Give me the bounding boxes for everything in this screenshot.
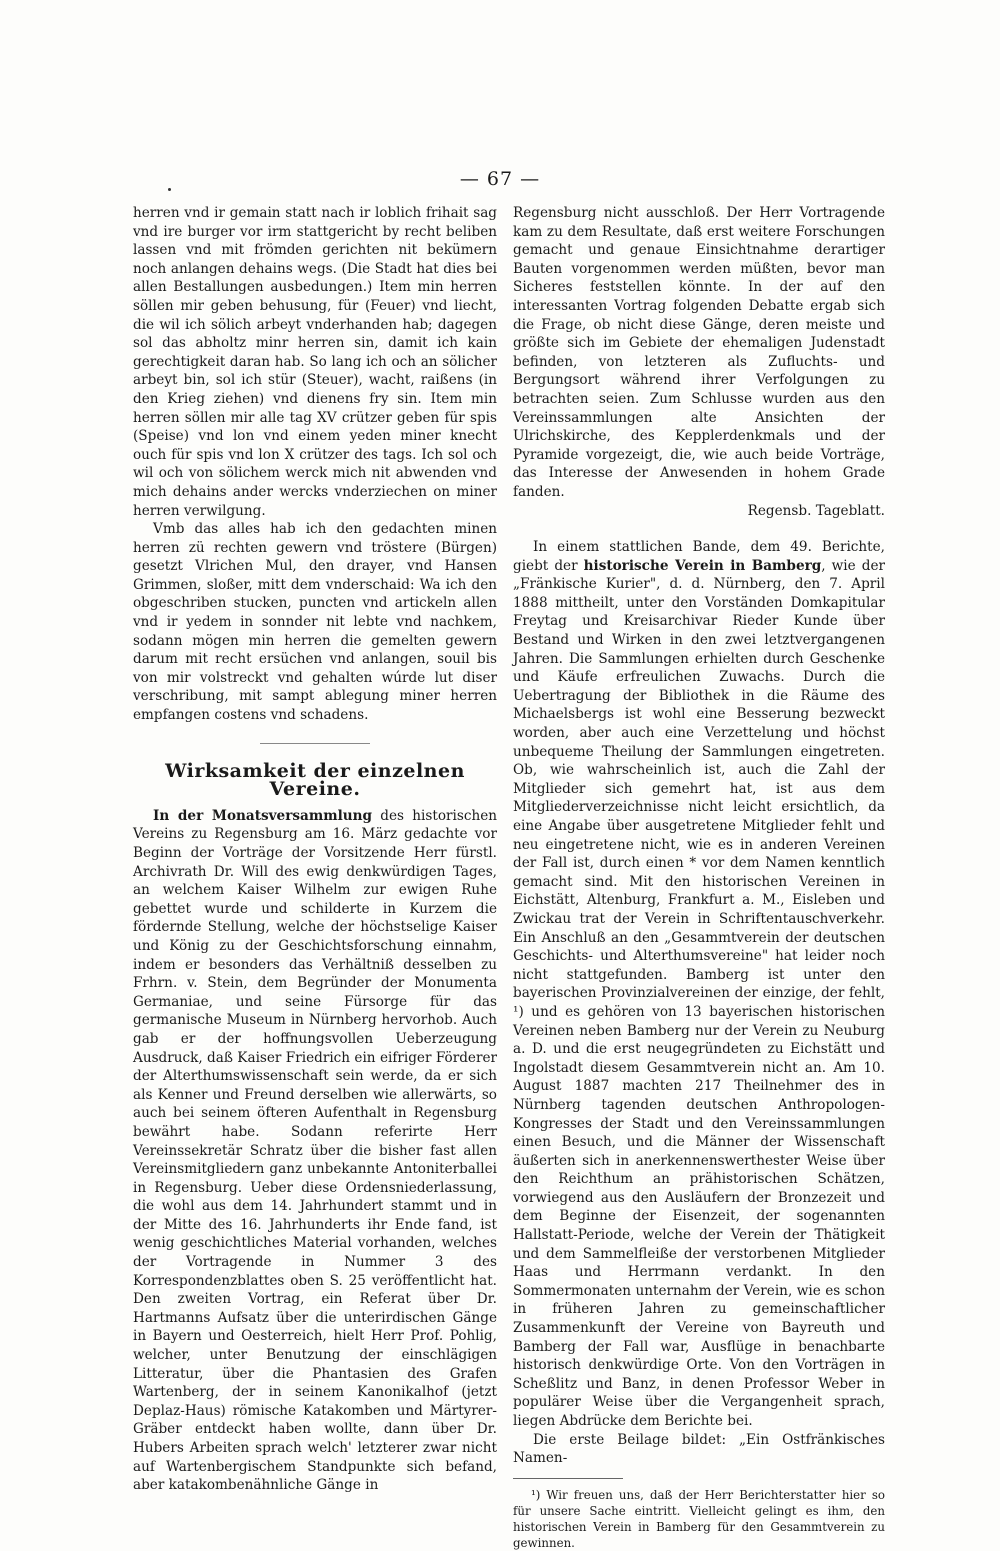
paragraph-text: des historischen Vereins zu Regensburg am 16. März gedachte vor Beginn der Vorträge der Vorsitzende Herr fürstl. Archivrath Dr. Will des ewig denkwürdigen Tages, an welchem Kaiser Wilhelm zur ewigen Ruhe gebettet wurde und schilderte in Kurzem die fördernde Stellung, welche der höchstselige Kaiser und König zu der Geschichtsforschung einnahm, indem er besonders das Verhältniß desselben zu Frhrn. v. Stein, dem Begründer der Monumenta Germaniae, und seine Fürsorge für das germanische Museum in Nürnberg hervorhob. Auch gab er der hoffnungsvollen Ueberzeugung Ausdruck, daß Kaiser Friedrich ein eifriger Förderer der Alterthumswissenschaft sein werde, da er sich als Kenner und Freund derselben wie allerwärts, so auch bei seinem öfteren Aufenthalt in Regensburg bewährt habe. Sodann referirte Herr Vereinssekretär Schratz über die bisher fast allen Vereinsmitgliedern ganz unbekannte Antoniterballei in Regensburg. Ueber diese Ordensniederlassung, die wohl aus dem 14. Jahrhundert stammt und in der Mitte des 16. Jahrhunderts ihr Ende fand, ist wenig geschichtliches Material vorhanden, welches der Vortragende in Nummer 3 des Korrespondenzblattes oben S. 25 veröffentlicht hat. Den zweiten Vortrag, ein Referat über Dr. Hartmanns Aufsatz über die unterirdischen Gänge in Bayern und Oesterreich, hielt Herr Prof. Pohlig, welcher, unter Benutzung der einschlägigen Litteratur, über die Phantasien des Grafen Wartenberg, der in seinem Kanonikalhof (jetzt Deplaz-Haus) römische Katakomben und Märtyrer-Gräber entdeckt haben wollte, dann über Dr. Hubers Arbeiten sprach welch' letzterer zwar nicht auf Wartenbergischem Standpunkte sich befand, aber katakombenähnliche Gänge in (133, 807, 497, 1494)
paragraph (513, 538, 885, 1431)
paragraph-text: In einem stattlichen Bande, dem 49. Berichte, giebt der (513, 539, 885, 574)
source-attribution: Regensb. Tageblatt. (747, 502, 885, 519)
footnote: ¹) Wir freuen uns, daß der Herr Berichterstatter hier so für unsere Sache eintritt. Vielleicht gelingt es ihm, den historischen Verein in Bamberg für den Gesammtverein zu gewinnen. (513, 1487, 885, 1550)
section-heading: Wirksamkeit der einzelnen Vereine. (165, 759, 465, 801)
paragraph: Die erste Beilage bildet: „Ein Ostfränkisches Namen- (513, 1431, 885, 1467)
spacer (513, 520, 885, 538)
right-column (513, 204, 885, 1551)
paragraph-text: , wie der „Fränkische Kurier", d. d. Nürnberg, den 7. April 1888 mittheilt, unter den Vorständen Domkapitular Freytag und Kreisarchivar Rieder Kunde über Bestand und Wirken in den zwei letztvergangenen Jahren. Die Sammlungen erhielten durch Geschenke und Käufe erfreulichen Zuwachs. Durch die Uebertragung der Bibliothek in die Räume des Michaelsbergs ist wohl eine Besserung bezweckt worden, aber auch eine Verzettelung und höchst unbequeme Theilung der Sammlungen eingetreten. Ob, wie wahrscheinlich ist, auch die Zahl der Mitglieder sich gemehrt hat, ist aus dem Mitgliederverzeichnisse nicht leicht ersichtlich, da eine Angabe über ausgetretene Mitglieder fehlt und neu eingetretene nicht, wie es in anderen Vereinen der Fall ist, durch einen * vor dem Namen kenntlich gemacht sind. Mit den historischen Vereinen in Eichstätt, Altenburg, Frankfurt a. M., Eisleben und Zwickau trat der Verein in Schriftentauschverkehr. Ein Anschluß an den „Gesammtverein der deutschen Geschichts- und Alterthumsvereine" hat leider noch nicht stattgefunden. Bamberg ist unter den bayerischen Provinzialvereinen der einzige, der fehlt, ¹) und es gehören von 13 bayerischen historischen Vereinen neben Bamberg nur der Verein zu Neuburg a. D. und die erst neugegründeten zu Eichstätt und Ingolstadt diesem Gesammtverein nicht an. Am 10. August 1887 machten 217 Theilnehmer des in Nürnberg tagenden deutschen Anthropologen-Kongresses der Stadt und den Vereinssammlungen einen Besuch, und die Männer der Wissenschaft äußerten sich in anerkennenswerthester Weise über den Reichthum an prähistorischen Schätzen, vorwiegend aus den Ausläufern der Bronzezeit und dem Beginne der Eisenzeit, der sogenannten Hallstatt-Periode, welche der Verein der Thätigkeit und dem Sammelfleiße der verstorbenen Mitglieder Haas und Herrmann verdankt. In den Sommermonaten unternahm der Verein, wie es schon in früheren Jahren zu gemeinschaftlicher Zusammenkunft der Vereine von Bayreuth und Bamberg der Fall war, Ausflüge in benachbarte historisch denkwürdige Orte. Von den Vorträgen in Scheßlitz und Banz, in denen Professor Weber in populärer Weise über die Vergangenheit sprach, liegen Abdrücke dem Berichte bei. (513, 557, 885, 1429)
ink-speck (168, 188, 171, 191)
page-number: — 67 — (459, 168, 541, 190)
left-column (133, 204, 497, 1495)
footnote-rule (513, 1478, 623, 1479)
paragraph: Regensburg nicht ausschloß. Der Herr Vortragende kam zu dem Resultate, daß erst weitere Forschungen gemacht und genaue Einsichtnahme derartiger Bauten vorgenommen werden müßten, bevor man Sicheres feststellen könnte. In der auf den interessanten Vortrag folgenden Debatte ergab sich die Frage, ob nicht diese Gänge, deren meiste und größte sich im Gebiete der ehemaligen Judenstadt befinden, von letzteren als Zufluchts- und Bergungsort während ihrer Verfolgungen zu betrachten seien. Zum Schlusse wurden aus den Vereinssammlungen alte Ansichten der Ulrichskirche, des Kepplerdenkmals und der Pyramide vorgezeigt, die, wie auch beide Vorträge, das Interesse der Anwesenden in hohem Grade fanden. (513, 205, 885, 500)
paragraph: herren vnd ir gemain statt nach ir loblich frihait sag vnd ire burger vor irm stattgericht by recht beliben lassen vnd mit frömden gerichten nit bekümern noch anlangen dehains wegs. (Die Stadt hat dies bei allen Bestallungen ausbedungen.) Item min herren söllen mir geben behusung, für (Feuer) vnd liecht, die wil ich sölich arbeyt vnderhanden hab; dagegen sol das abholtz minr herren sin, damit ich kain gerechtigkeit daran hab. So lang ich och an sölicher arbeyt bin, sol ich stür (Steuer), wacht, raißens (in den Krieg ziehen) vnd dienens fry sin. Item min herren söllen mir alle tag XV crützer geben für spis (Speise) vnd lon vnd einem yeden miner knecht ouch für spis vnd lon X crützer des tags. Ich sol och wil och von sölichem werck mich nit abwenden vnd mich dehains ander wercks vnderziechen on miner herren verwilgung. (133, 205, 497, 519)
bold-lead: In der Monatsversammlung (153, 807, 373, 824)
section-divider (260, 743, 370, 744)
bold-name: historische Verein in Bamberg (583, 557, 822, 574)
paragraph (133, 807, 497, 1495)
paragraph: Vmb das alles hab ich den gedachten minen herren zü rechten gewern vnd tröstere (Bürgen) gesetzt Vlrichen Mul, den drayer, vnd Hansen Grimmen, sloßer, mitt dem vnderschaid: Wa ich den obgeschriben stucken, puncten vnd artickeln allen vnd ir yedem in sonnder nit lebte vnd nachkem, sodann mögen min herren die gemelten gewern darum mit recht ersüchen vnd anlangen, souil bis von mir volstreckt vnd gehalten wúrde lut diser verschribung, mit sampt ablegung miner herren empfangen costens vnd schadens. (133, 521, 497, 724)
